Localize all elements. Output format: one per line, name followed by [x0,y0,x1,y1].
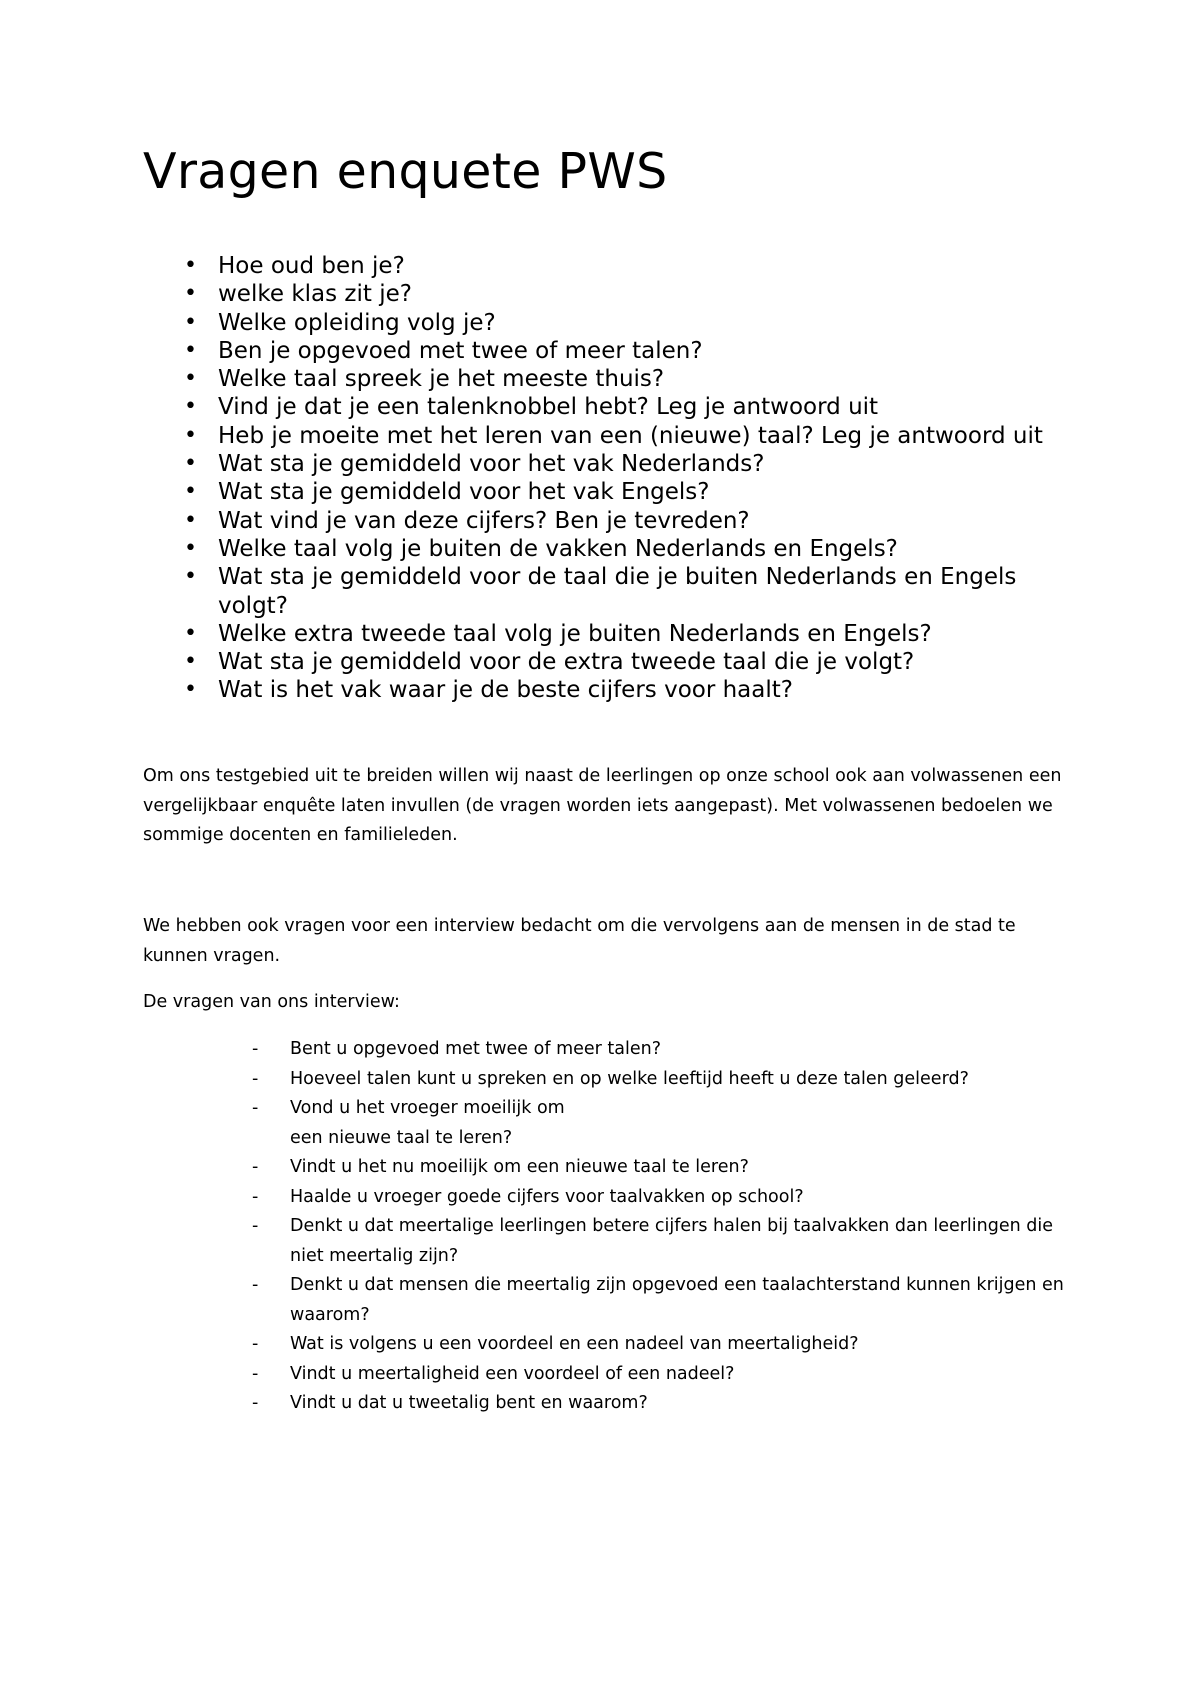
interview-question-item [250,1153,1090,1183]
bullet-icon: • [184,535,197,561]
bullet-icon: • [184,309,197,335]
paragraph-adults: Om ons testgebied uit te breiden willen wij naast de leerlingen op onze school ook aan volwassenen een vergelijkbaar enquête laten invullen (de vragen worden iets aangepast). Met volwassenen bedoelen we sommige docenten en familieleden. [143,766,1062,845]
interview-question-text: Vond u het vroeger moeilijk om [290,1098,565,1118]
dash-icon: - [252,1186,259,1207]
interview-heading: De vragen van ons interview: [143,992,400,1012]
interview-question-text: Denkt u dat mensen die meertalig zijn opgevoed een taalachterstand kunnen krijgen en waarom? [290,1275,1064,1325]
dash-icon: - [252,1393,259,1413]
interview-question-text: Vindt u meertaligheid een voordeel of een nadeel? [290,1363,735,1384]
bullet-icon: • [184,620,197,646]
survey-question-item [180,535,1080,563]
survey-question-text: Welke taal volg je buiten de vakken Nederlands en Engels? [218,535,898,562]
survey-question-item [180,393,1080,421]
survey-question-item [180,280,1080,308]
survey-question-text: Welke opleiding volg je? [218,309,496,336]
survey-question-text: Wat sta je gemiddeld voor het vak Nederlands? [218,451,765,478]
survey-question-item [180,478,1080,506]
bullet-icon: • [184,677,197,703]
interview-question-item [250,1360,1090,1390]
survey-question-list [180,252,1080,705]
interview-question-item [250,1065,1090,1095]
interview-question-text: Vindt u het nu moeilijk om een nieuwe taal te leren? [290,1157,749,1177]
survey-question-item [180,422,1080,450]
survey-question-text: Wat sta je gemiddeld voor de taal die je buiten Nederlands en Engels volgt? [218,564,1017,619]
interview-question-text: een nieuwe taal te leren? [290,1127,513,1148]
page-title: Vragen enquete PWS [143,143,668,200]
dash-icon: - [252,1068,259,1089]
survey-question-text: Vind je dat je een talenknobbel hebt? Leg je antwoord uit [218,394,879,421]
bullet-icon: • [184,394,197,420]
bullet-icon: • [184,479,197,505]
interview-question-item [250,1389,1090,1419]
interview-question-list [250,1035,1090,1419]
interview-question-text: Haalde u vroeger goede cijfers voor taalvakken op school? [290,1186,804,1207]
dash-icon: - [252,1039,259,1059]
survey-question-item [180,309,1080,337]
survey-question-item [180,676,1080,704]
survey-question-text: Wat sta je gemiddeld voor het vak Engels? [218,479,710,506]
paragraph-interview: We hebben ook vragen voor een interview bedacht om die vervolgens aan de mensen in de stad te kunnen vragen. [143,916,1016,966]
survey-question-text: Heb je moeite met het leren van een (nieuwe) taal? Leg je antwoord uit [218,422,1043,449]
survey-question-item [180,450,1080,478]
bullet-icon: • [184,366,197,392]
survey-question-text: Welke extra tweede taal volg je buiten Nederlands en Engels? [218,620,932,647]
interview-question-text: Bent u opgevoed met twee of meer talen? [290,1039,662,1059]
survey-question-text: Wat vind je van deze cijfers? Ben je tevreden? [218,507,750,534]
survey-question-text: Hoe oud ben je? [218,253,405,279]
bullet-icon: • [184,422,197,448]
survey-question-item [180,507,1080,535]
survey-question-text: Wat sta je gemiddeld voor de extra tweede taal die je volgt? [218,649,915,676]
interview-question-text: Vindt u dat u tweetalig bent en waarom? [290,1393,648,1413]
survey-question-text: Welke taal spreek je het meeste thuis? [218,366,665,393]
interview-question-item [250,1212,1090,1271]
interview-question-item [250,1035,1090,1065]
survey-question-text: welke klas zit je? [218,281,412,308]
dash-icon: - [252,1216,259,1236]
survey-question-item [180,252,1080,280]
interview-question-item [250,1183,1090,1213]
survey-question-text: Wat is het vak waar je de beste cijfers voor haalt? [218,677,793,704]
survey-question-item [180,337,1080,365]
interview-question-text: Hoeveel talen kunt u spreken en op welke leeftijd heeft u deze talen geleerd? [290,1068,969,1089]
interview-question-item [250,1094,1090,1153]
dash-icon: - [252,1275,259,1295]
interview-question-text: Denkt u dat meertalige leerlingen betere cijfers halen bij taalvakken dan leerlingen die niet meertalig zijn? [290,1216,1054,1266]
bullet-icon: • [184,451,197,477]
dash-icon: - [252,1098,259,1118]
interview-question-text: Wat is volgens u een voordeel en een nadeel van meertaligheid? [290,1334,859,1354]
survey-question-item [180,648,1080,676]
bullet-icon: • [184,564,197,590]
bullet-icon: • [184,337,197,363]
dash-icon: - [252,1334,259,1354]
dash-icon: - [252,1157,259,1177]
bullet-icon: • [184,507,197,533]
dash-icon: - [252,1363,259,1384]
interview-question-item [250,1330,1090,1360]
interview-question-item [250,1271,1090,1330]
bullet-icon: • [184,649,197,675]
bullet-icon: • [184,253,197,278]
survey-question-item [180,365,1080,393]
survey-question-item [180,563,1080,620]
bullet-icon: • [184,281,197,307]
survey-question-text: Ben je opgevoed met twee of meer talen? [218,337,703,364]
survey-question-item [180,620,1080,648]
